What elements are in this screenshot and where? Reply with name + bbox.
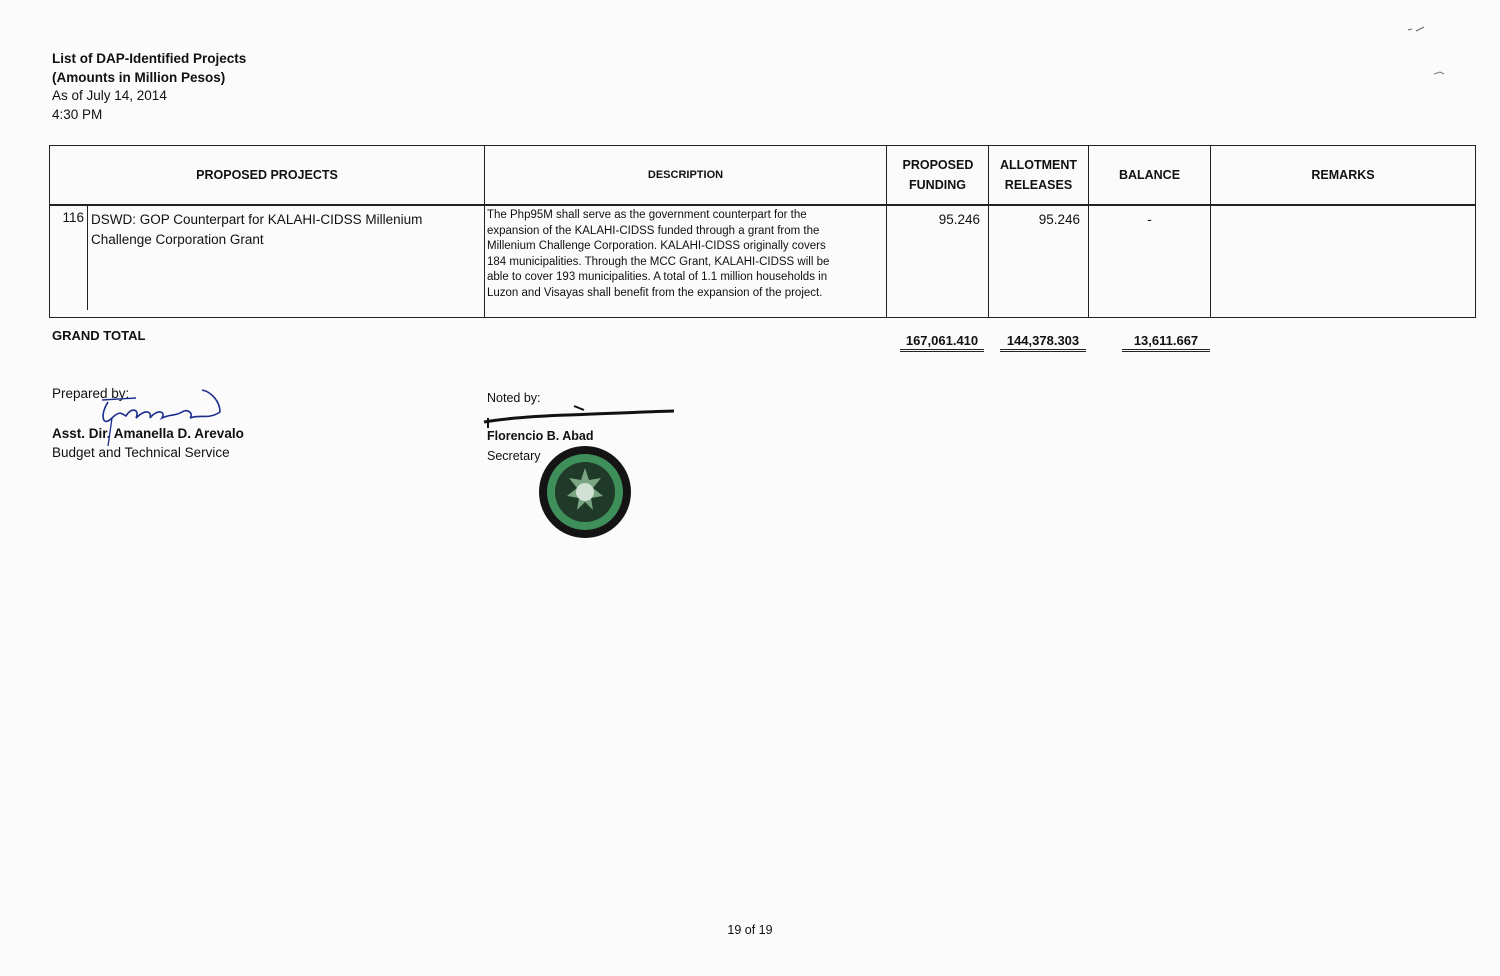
signature-icon [478, 402, 678, 432]
noted-by-position: Secretary [487, 449, 541, 463]
signature-icon [96, 384, 226, 454]
grand-total-proposed-funding: 167,061.410 [900, 333, 984, 352]
scan-artifact-icon [1400, 22, 1460, 82]
noted-by-label: Noted by: [487, 391, 541, 405]
grand-total-allotment-releases: 144,378.303 [1000, 333, 1086, 352]
column-header-remarks: REMARKS [1211, 146, 1476, 206]
official-seal-icon [537, 444, 633, 540]
column-header-description: DESCRIPTION [485, 146, 887, 206]
column-header-proposed-funding-label: PROPOSED FUNDING [902, 158, 974, 192]
description-line: expansion of the KALAHI-CIDSS funded through a grant from the [487, 224, 820, 237]
page-number: 19 of 19 [727, 923, 773, 937]
document-title: List of DAP-Identified Projects [52, 51, 247, 66]
description-cell [485, 205, 887, 318]
prepared-by-office: Budget and Technical Service [52, 445, 230, 460]
project-title: DSWD: GOP Counterpart for KALAHI-CIDSS Millenium Challenge Corporation Grant [91, 212, 423, 247]
column-header-allotment-releases [989, 146, 1089, 206]
project-cell [50, 205, 485, 318]
prepared-by-name: Asst. Dir. Amanella D. Arevalo [52, 425, 244, 441]
document-subtitle: (Amounts in Million Pesos) [52, 69, 226, 85]
document-header [52, 50, 246, 124]
project-number: 116 [50, 206, 88, 310]
description-line: Millenium Challenge Corporation. KALAHI-CIDSS originally covers [487, 240, 826, 253]
description-line: The Php95M shall serve as the government counterpart for the [487, 209, 807, 221]
column-header-proposed-projects: PROPOSED PROJECTS [50, 146, 485, 206]
document-date: As of July 14, 2014 [52, 88, 167, 103]
description-line: 184 municipalities. Through the MCC Grant, KALAHI-CIDSS will be [487, 255, 830, 268]
description-line: Luzon and Visayas shall benefit from the expansion of the project. [487, 286, 823, 299]
balance-value: - [1089, 205, 1211, 318]
column-header-proposed-funding [887, 146, 989, 206]
table-row [50, 205, 1476, 318]
column-header-allotment-releases-label: ALLOTMENT RELEASES [999, 158, 1078, 192]
grand-total-label: GRAND TOTAL [52, 328, 146, 343]
allotment-releases-value: 95.246 [989, 205, 1089, 318]
projects-table [49, 145, 1476, 318]
noted-by-name: Florencio B. Abad [487, 429, 594, 443]
prepared-by-label: Prepared by: [52, 386, 130, 401]
column-header-balance: BALANCE [1089, 146, 1211, 206]
grand-total-balance: 13,611.667 [1122, 333, 1210, 352]
table-header-row [50, 146, 1476, 206]
remarks-value [1211, 205, 1476, 318]
proposed-funding-value: 95.246 [887, 205, 989, 318]
document-time: 4:30 PM [52, 106, 103, 122]
description-line: able to cover 193 municipalities. A total of 1.1 million households in [487, 271, 828, 284]
